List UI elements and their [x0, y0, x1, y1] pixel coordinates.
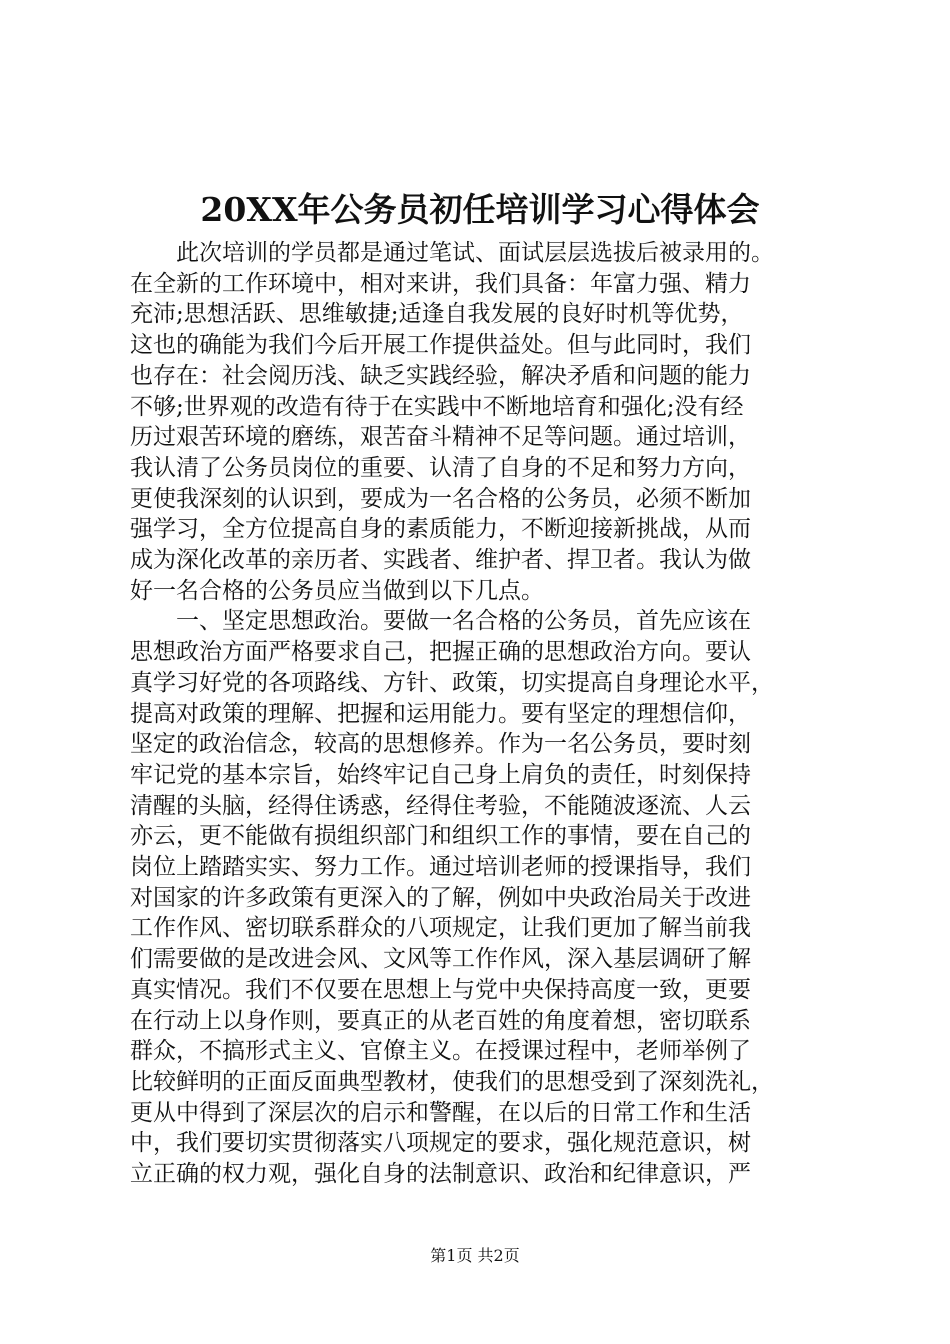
text-line: 清醒的头脑，经得住诱惑，经得住考验，不能随波逐流、人云 — [130, 792, 751, 819]
text-line: 在全新的工作环境中，相对来讲，我们具备：年富力强、精力 — [130, 270, 751, 297]
text-line: 好一名合格的公务员应当做到以下几点。 — [130, 577, 544, 604]
text-line: 中，我们要切实贯彻落实八项规定的要求，强化规范意识，树 — [130, 1130, 751, 1157]
text-line: 更从中得到了深层次的启示和警醒，在以后的日常工作和生活 — [130, 1099, 751, 1126]
text-line: 群众，不搞形式主义、官僚主义。在授课过程中，老师举例了 — [130, 1038, 751, 1065]
text-line: 真实情况。我们不仅要在思想上与党中央保持高度一致，更要 — [130, 976, 751, 1003]
text-line: 在行动上以身作则，要真正的从老百姓的角度着想，密切联系 — [130, 1007, 751, 1034]
text-line: 成为深化改革的亲历者、实践者、维护者、捍卫者。我认为做 — [130, 547, 751, 574]
text-line: 坚定的政治信念，较高的思想修养。作为一名公务员，要时刻 — [130, 731, 751, 758]
text-line: 也存在：社会阅历浅、缺乏实践经验，解决矛盾和问题的能力 — [130, 362, 751, 389]
text-line: 历过艰苦环境的磨练，艰苦奋斗精神不足等问题。通过培训， — [130, 424, 751, 451]
text-line: 亦云，更不能做有损组织部门和组织工作的事情，要在自己的 — [130, 823, 751, 850]
text-line: 强学习，全方位提高自身的素质能力，不断迎接新挑战，从而 — [130, 516, 751, 543]
text-line: 一、坚定思想政治。要做一名合格的公务员，首先应该在 — [130, 608, 751, 635]
text-line: 提高对政策的理解、把握和运用能力。要有坚定的理想信仰， — [130, 700, 751, 727]
text-line: 立正确的权力观，强化自身的法制意识、政治和纪律意识，严 — [130, 1161, 751, 1188]
text-line: 对国家的许多政策有更深入的了解，例如中央政治局关于改进 — [130, 884, 751, 911]
paragraph-intro — [130, 238, 842, 606]
text-line: 此次培训的学员都是通过笔试、面试层层选拔后被录用的。 — [130, 240, 774, 266]
text-line: 更使我深刻的认识到，要成为一名合格的公务员，必须不断加 — [130, 485, 751, 512]
text-line: 牢记党的基本宗旨，始终牢记自己身上肩负的责任，时刻保持 — [130, 761, 751, 788]
document-title: 20XX年公务员初任培训学习心得体会 — [200, 190, 760, 229]
text-line: 比较鲜明的正面反面典型教材，使我们的思想受到了深刻洗礼， — [130, 1068, 774, 1095]
text-line: 这也的确能为我们今后开展工作提供益处。但与此同时，我们 — [130, 332, 751, 359]
paragraph-section-one — [130, 606, 842, 1189]
text-line: 我认清了公务员岗位的重要、认清了自身的不足和努力方向， — [130, 454, 751, 481]
text-line: 充沛;思想活跃、思维敏捷;适逢自我发展的良好时机等优势， — [130, 301, 744, 328]
page-footer: 第1页 共2页 — [430, 1246, 520, 1265]
text-line: 思想政治方面严格要求自己，把握正确的思想政治方向。要认 — [130, 639, 751, 666]
text-line: 们需要做的是改进会风、文风等工作作风，深入基层调研了解 — [130, 946, 751, 973]
text-line: 不够;世界观的改造有待于在实践中不断地培育和强化;没有经 — [130, 393, 744, 420]
text-line: 真学习好党的各项路线、方针、政策，切实提高自身理论水平， — [130, 669, 774, 696]
text-line: 工作作风、密切联系群众的八项规定，让我们更加了解当前我 — [130, 915, 751, 942]
text-line: 岗位上踏踏实实、努力工作。通过培训老师的授课指导，我们 — [130, 854, 751, 881]
document-body — [130, 238, 842, 1190]
